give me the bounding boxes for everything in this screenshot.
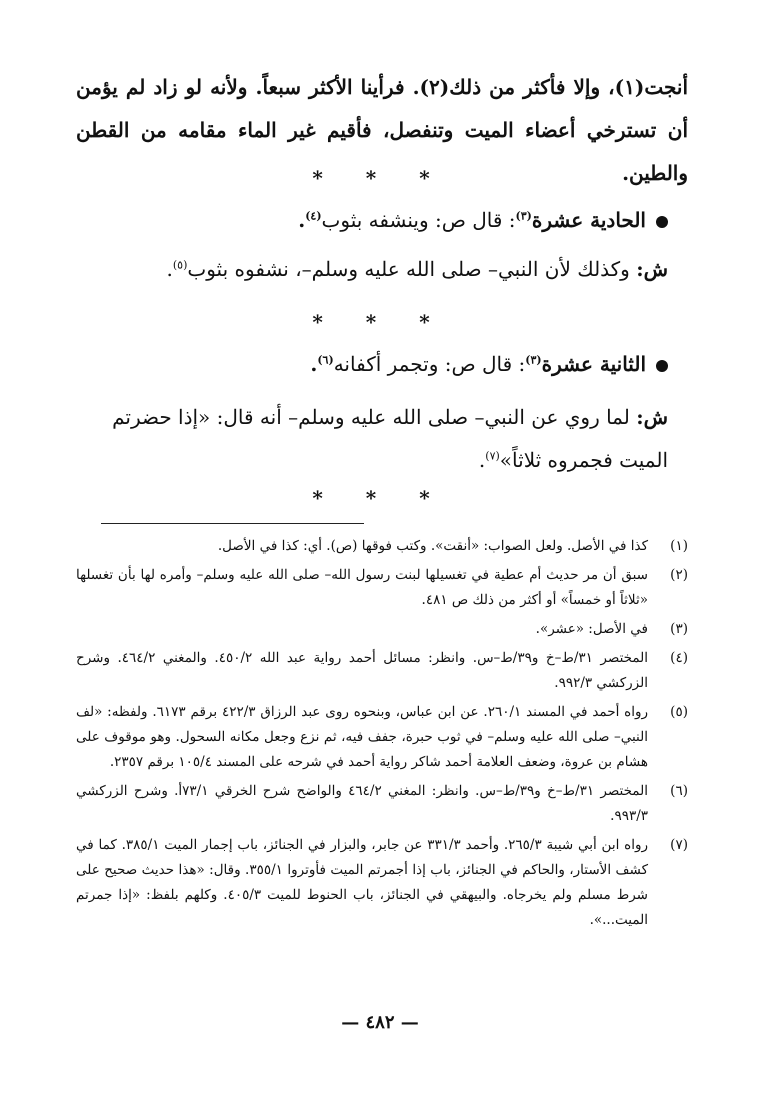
sharh-paragraph-11 bbox=[76, 248, 668, 291]
section-heading-11 bbox=[298, 208, 668, 232]
footnote-ref: (٣) bbox=[525, 353, 542, 367]
footnote-number: (٣) bbox=[670, 621, 688, 637]
footnote-text: سبق أن مر حديث أم عطية في تغسيلها لبنت رسول الله– صلى الله عليه وسلم– وأمره لها بأن تغسلها «ثلاثاً أو خمساً» أو أكثر من ذلك ص ٤٨١. bbox=[76, 567, 648, 608]
sharh-text: لما روي عن النبي– صلى الله عليه وسلم– أنه قال: «إذا حضرتم الميت فجمروه ثلاثاً» bbox=[112, 405, 668, 472]
section-separator: * * * bbox=[312, 166, 448, 190]
footnote-number: (٥) bbox=[670, 704, 688, 720]
footnote-number: (٤) bbox=[670, 650, 688, 666]
footnote bbox=[76, 534, 688, 559]
footnotes-list bbox=[76, 534, 688, 937]
footnote-text: رواه ابن أبي شيبة ٢٦٥/٣. وأحمد ٣٣١/٣ عن جابر، والبزار في الجنائز، باب إجمار الميت ٣٨٥/١. كما في كشف الأستار، والحاكم في الجنائز، باب إذا أجمرتم الميت فأوتروا ٣٥٥/١. وقال: «هذا حديث صحيح على شرط مسلم ولم يخرجاه. والبيهقي في الجنائز، باب الحنوط للميت ٤٠٥/٣. وكلهم بلفظ: «إذا جمرتم الميت...». bbox=[76, 837, 648, 928]
section-text: : قال ص: وينشفه بثوب bbox=[321, 208, 516, 232]
bullet-icon bbox=[656, 360, 668, 372]
sentence-end: . bbox=[298, 208, 306, 232]
footnote bbox=[76, 646, 688, 696]
footnote-divider bbox=[101, 523, 364, 524]
footnote-text: في الأصل: «عشر». bbox=[535, 621, 648, 637]
sentence-end: . bbox=[478, 448, 486, 472]
sentence-end: . bbox=[166, 257, 173, 281]
bullet-icon bbox=[656, 216, 668, 228]
footnote-ref: (٦) bbox=[317, 353, 334, 367]
sharh-prefix: ش: bbox=[636, 405, 668, 429]
intro-paragraph: أنجت(١)، وإلا فأكثر من ذلك(٢). فرأينا الأكثر سبعاً. ولأنه لو زاد لم يؤمن أن تسترخي أعضاء الميت وتنفصل، فأقيم غير الماء مقامه من القطن والطين. bbox=[76, 75, 689, 185]
section-separator: * * * bbox=[312, 310, 448, 334]
section-text: : قال ص: وتجمر أكفانه bbox=[333, 352, 526, 376]
section-title: الحادية عشرة bbox=[531, 208, 646, 232]
section-separator: * * * bbox=[312, 486, 448, 510]
footnote-text: كذا في الأصل. ولعل الصواب: «أنقت». وكتب فوقها (ص). أي: كذا في الأصل. bbox=[217, 538, 648, 554]
footnote-ref: (٤) bbox=[305, 209, 322, 223]
sharh-paragraph-12 bbox=[76, 396, 668, 482]
footnote-number: (٢) bbox=[670, 567, 688, 583]
footnote-text: المختصر ٣١/ط–خ و٣٩/ط–س. وانظر: مسائل أحمد رواية عبد الله ٤٥٠/٢. والمغني ٤٦٤/٢. وشرح الزركشي ٩٩٢/٣. bbox=[76, 650, 649, 691]
page-number: — ٤٨٢ — bbox=[341, 1012, 419, 1033]
footnote-number: (٦) bbox=[670, 783, 688, 799]
footnote-ref: (٧) bbox=[485, 449, 500, 463]
footnote bbox=[76, 833, 688, 933]
section-heading-12 bbox=[310, 352, 668, 376]
sentence-end: . bbox=[310, 352, 318, 376]
footnote bbox=[76, 779, 688, 829]
footnote-ref: (٥) bbox=[172, 258, 188, 272]
footnote-number: (٧) bbox=[670, 837, 688, 853]
footnote bbox=[76, 617, 688, 642]
footnote-text: المختصر ٣١/ط–خ و٣٩/ط–س. وانظر: المغني ٤٦٤/٢ والواضح شرح الخرقي ٧٣/١أ. وشرح الزركشي ٩٩٣/٣. bbox=[76, 783, 648, 824]
footnote bbox=[76, 563, 688, 613]
footnote-number: (١) bbox=[670, 538, 688, 554]
footnote-text: رواه أحمد في المسند ٢٦٠/١. عن ابن عباس، وبنحوه روى عبد الرزاق ٤٢٢/٣ برقم ٦١٧٣. ولفظه: «لف النبي– صلى الله عليه وسلم– في ثوب حبرة، جفف فيه، ثم نزع وجعل مكانه السحول. وهو موقوف على هشام بن عروة، وضعف العلامة أحمد شاكر رواية أحمد في شرحه على المسند ١٠٥/٤ برقم ٢٣٥٧. bbox=[76, 704, 649, 770]
sharh-prefix: ش: bbox=[636, 257, 668, 281]
sharh-text: وكذلك لأن النبي– صلى الله عليه وسلم–، نشفوه بثوب bbox=[187, 257, 637, 281]
footnote-ref: (٣) bbox=[515, 209, 532, 223]
section-title: الثانية عشرة bbox=[541, 352, 646, 376]
footnote bbox=[76, 700, 688, 775]
